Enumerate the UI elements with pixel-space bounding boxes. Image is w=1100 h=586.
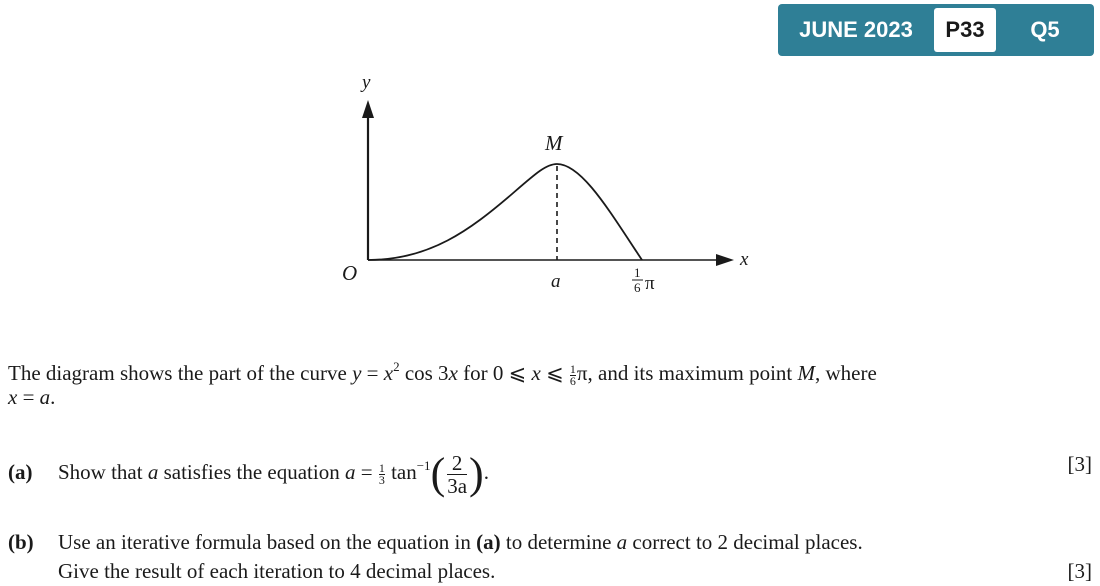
origin-label: O xyxy=(342,261,358,285)
one-third-fraction: $\frac{1}{3}$ xyxy=(378,460,385,487)
part-b-line-2: Give the result of each iteration to 4 decimal places. xyxy=(58,559,496,583)
intro-line-1: The diagram shows the part of the curve $y = x^2$ cos 3x for 0 ⩽ x ⩽ $\frac{1}{6}$ π, and its maximum point M, where xyxy=(8,359,877,388)
two-over-3a-fraction: $\frac{2}{3a}$ xyxy=(447,450,468,498)
question-badge xyxy=(778,4,1094,56)
x-axis-label: x xyxy=(740,249,749,270)
exam-session: JUNE 2023 xyxy=(799,17,913,42)
part-a-label: (a) xyxy=(8,460,33,484)
range-fraction: $\frac{1}{6}$ xyxy=(569,361,576,388)
pi-frac-den: 6 xyxy=(634,280,641,295)
part-a-marks: [3] xyxy=(1067,452,1092,476)
part-b-label: (b) xyxy=(8,530,34,554)
max-point-label: M xyxy=(545,131,563,155)
curve-diagram xyxy=(320,62,780,310)
y-axis-label: y xyxy=(362,72,371,93)
part-a: (a) Show that a satisfies the equation a = $\frac{1}{3}$ $\tan^{-1}$( $\frac{2}{3a}$ ). xyxy=(8,438,489,500)
paper-code: P33 xyxy=(934,8,996,52)
x-axis-arrow-icon xyxy=(716,254,734,266)
part-b-marks: [3] xyxy=(1067,559,1092,583)
part-b-line-1: (b) Use an iterative formula based on the equation in (a) to determine a correct to 2 decimal places. xyxy=(8,530,863,554)
pi-symbol: π xyxy=(645,273,655,294)
question-number: Q5 xyxy=(1030,17,1060,42)
pi-frac-num: 1 xyxy=(634,265,641,280)
curve xyxy=(368,164,642,260)
intro-line-2: x = a. xyxy=(8,385,56,409)
a-label: a xyxy=(551,271,561,292)
y-axis-arrow-icon xyxy=(362,100,374,118)
